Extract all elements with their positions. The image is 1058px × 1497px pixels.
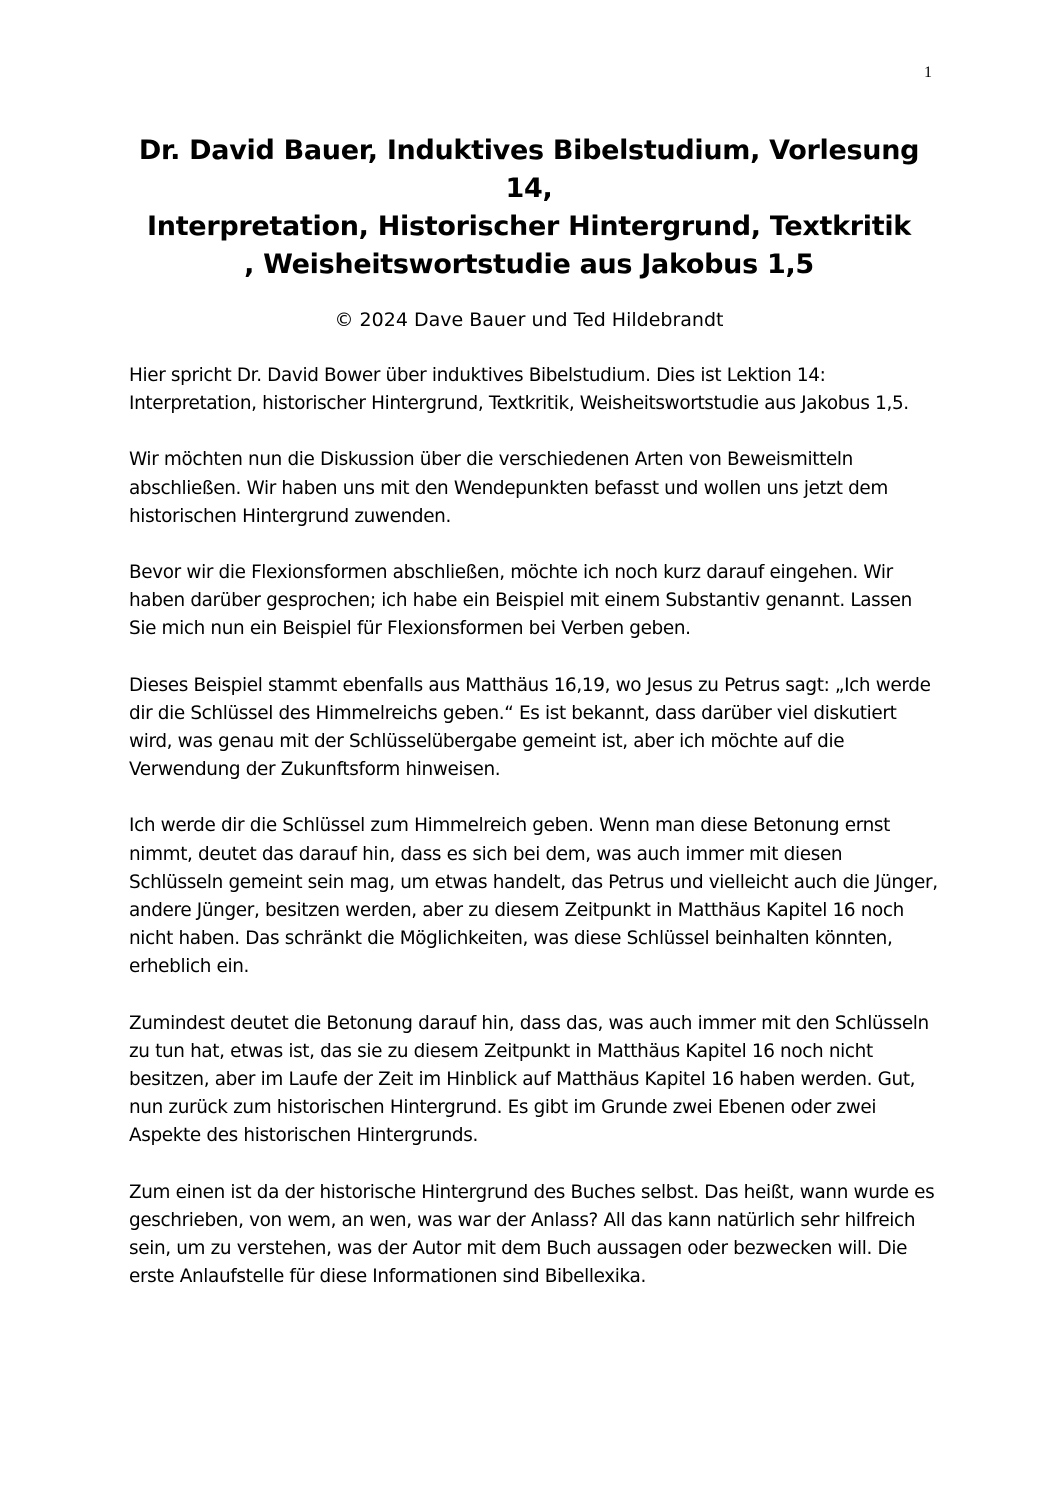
title-line: Interpretation, Historischer Hintergrund, Textkritik [147, 211, 911, 242]
document-title [120, 132, 938, 284]
copyright-line: © 2024 Dave Bauer und Ted Hildebrandt [334, 309, 724, 331]
title-line: , Weisheitswortstudie aus Jakobus 1,5 [244, 249, 814, 280]
paragraph: Wir möchten nun die Diskussion über die verschiedenen Arten von Beweismitteln abschließen. Wir haben uns mit den Wendepunkten befasst und wollen uns jetzt dem historischen Hintergrund zuwenden. [129, 449, 888, 527]
title-line: Dr. David Bauer, Induktives Bibelstudium, Vorlesung [138, 135, 920, 166]
paragraph: Dieses Beispiel stammt ebenfalls aus Matthäus 16,19, wo Jesus zu Petrus sagt: „Ich werde dir die Schlüssel des Himmelreichs geben.“ Es ist bekannt, dass darüber viel diskutiert wird, was genau mit der Schlüsselübergabe gemeint ist, aber ich möchte auf die Verwendung der Zukunftsform hinweisen. [129, 674, 931, 781]
paragraph: Hier spricht Dr. David Bower über induktives Bibelstudium. Dies ist Lektion 14: Interpretation, historischer Hintergrund, Textkritik, Weisheitswortstudie aus Jakobus 1,5. [129, 365, 909, 415]
title-line: 14, [505, 173, 553, 204]
paragraph: Zum einen ist da der historische Hintergrund des Buches selbst. Das heißt, wann wurde es geschrieben, von wem, an wen, was war der Anlass? All das kann natürlich sehr hilfreich sein, um zu verstehen, was der Autor mit dem Buch aussagen oder bezwecken will. Die erste Anlaufstelle für diese Informationen sind Bibellexika. [129, 1181, 935, 1288]
paragraph: Bevor wir die Flexionsformen abschließen, möchte ich noch kurz darauf eingehen. Wir haben darüber gesprochen; ich habe ein Beispiel mit einem Substantiv genannt. Lassen Sie mich nun ein Beispiel für Flexionsformen bei Verben geben. [129, 562, 912, 640]
page-number: 1 [924, 64, 932, 81]
paragraph: Ich werde dir die Schlüssel zum Himmelreich geben. Wenn man diese Betonung ernst nimmt, deutet das darauf hin, dass es sich bei dem, was auch immer mit diesen Schlüsseln gemeint sein mag, um etwas handelt, das Petrus und vielleicht auch die Jünger, andere Jünger, besitzen werden, aber zu diesem Zeitpunkt in Matthäus Kapitel 16 noch nicht haben. Das schränkt die Möglichkeiten, was diese Schlüssel beinhalten könnten, erheblich ein. [129, 815, 938, 978]
body-text [129, 362, 939, 1319]
paragraph: Zumindest deutet die Betonung darauf hin, dass das, was auch immer mit den Schlüsseln zu tun hat, etwas ist, das sie zu diesem Zeitpunkt in Matthäus Kapitel 16 noch nicht besitzen, aber im Laufe der Zeit im Hinblick auf Matthäus Kapitel 16 haben werden. Gut, nun zurück zum historischen Hintergrund. Es gibt im Grunde zwei Ebenen oder zwei Aspekte des historischen Hintergrunds. [129, 1012, 929, 1147]
